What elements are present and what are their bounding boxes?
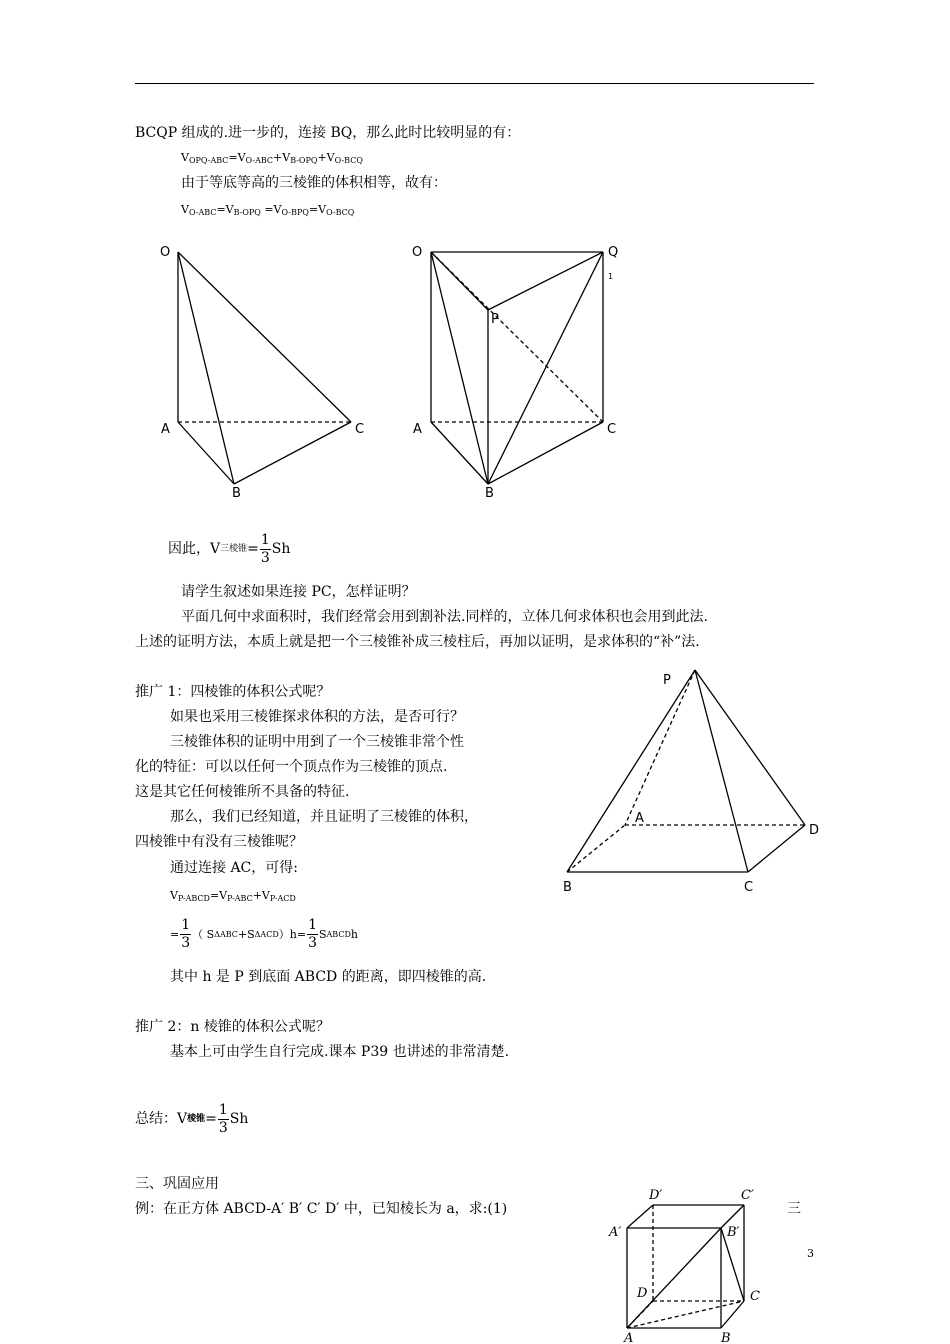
diagonal-AB1 — [627, 1228, 721, 1328]
edge-QB — [488, 252, 603, 484]
equation-volume-sum: $V_{OPQ-ABC}=V_{O-ABC}+V_{B-OPQ}+V_{O-BCQ}$ — [181, 151, 363, 165]
edge-OB — [178, 252, 234, 484]
vertex-label-B: B — [232, 486, 241, 501]
vertex-label-D: D — [809, 823, 820, 838]
equation-equal-volumes: $V_{O-ABC}=V_{B-OPQ} =V_{O-BPQ}=V_{O-BCQ}$ — [181, 203, 355, 217]
paragraph-text: 通过连接 AC，可得: — [170, 860, 298, 876]
cube-figure — [600, 1180, 780, 1344]
paragraph-text: 那么，我们已经知道，并且证明了三棱锥的体积， — [170, 809, 478, 825]
square-pyramid-figure — [555, 662, 830, 902]
edge-OB — [431, 252, 488, 484]
fraction-one-third: $\frac{1}{3}$ — [218, 1101, 228, 1136]
paragraph-text: 四棱锥中有没有三棱锥呢？ — [135, 834, 303, 850]
vertex-label-A: A — [624, 1331, 634, 1344]
paragraph-text: BCQP 组成的.进一步的，连接 BQ，那么此时比较明显的有： — [135, 125, 521, 141]
diagonal-AC-hidden — [627, 1301, 744, 1328]
equation-pyramid-sum: $V_{P-ABCD}=V_{P-ABC}+V_{P-ACD}$ — [170, 889, 296, 903]
paragraph-text: 化的特征：可以以任何一个顶点作为三棱锥的顶点. — [135, 759, 448, 775]
section-heading: 三、巩固应用 — [135, 1176, 219, 1192]
prism-figure — [405, 235, 635, 505]
edge-OC — [178, 252, 351, 422]
summary-formula: 总结：V 棱锥 = $\frac{1}{3}$ Sh — [135, 1101, 249, 1136]
fraction-one-third: $\frac{1}{3}$ — [260, 531, 270, 566]
vertex-label-B: B — [485, 486, 494, 501]
fraction-one-third: $\frac{1}{3}$ — [181, 916, 191, 951]
example-text: 例：在正方体 ABCD-A′ B′ C′ D′ 中，已知棱长为 a，求:(1) — [135, 1201, 508, 1217]
vertex-label-C: C — [744, 880, 754, 895]
vertex-label-C1: C′ — [741, 1188, 754, 1203]
paragraph-text: 基本上可由学生自行完成.课本 P39 也讲述的非常清楚. — [170, 1044, 510, 1060]
header-rule — [135, 83, 814, 84]
edge-PD — [695, 670, 805, 825]
extension-2-title: 推广 2：n 棱锥的体积公式呢？ — [135, 1019, 330, 1035]
vertex-label-B: B — [721, 1331, 731, 1344]
edge-PA-hidden — [625, 670, 695, 825]
vertex-label-B1: B′ — [727, 1225, 740, 1240]
page-number: 3 — [807, 1247, 814, 1260]
vertex-label-D1: D′ — [649, 1188, 663, 1203]
edge-AB — [178, 422, 234, 484]
edge-BA-hidden — [567, 825, 625, 872]
paragraph-text: 如果也采用三棱锥探求体积的方法，是否可行？ — [170, 709, 464, 725]
edge-AB — [431, 422, 488, 484]
vertex-label-P: P — [663, 673, 671, 688]
edge-OC-hidden — [431, 252, 603, 422]
small-mark: 1 — [608, 272, 614, 281]
paragraph-text: 上述的证明方法，本质上就是把一个三棱锥补成三棱柱后，再加以证明，是求体积的“补”法. — [135, 634, 700, 650]
vertex-label-A: A — [413, 422, 422, 437]
vertex-label-A: A — [635, 811, 644, 826]
edge-OP — [431, 252, 488, 310]
vertex-label-B: B — [563, 880, 572, 895]
paragraph-text: 由于等底等高的三棱锥的体积相等，故有： — [181, 175, 447, 191]
result-formula: 因此，V 三棱锥 = $\frac{1}{3}$ Sh — [168, 531, 291, 566]
vertex-label-D: D — [637, 1286, 648, 1301]
vertex-label-C: C — [750, 1289, 760, 1304]
fraction-one-third: $\frac{1}{3}$ — [308, 916, 317, 951]
edge-BC — [488, 422, 603, 484]
edge-BC — [234, 422, 351, 484]
vertex-label-O: O — [160, 245, 171, 260]
edge-PQ — [488, 252, 603, 310]
extension-1-title: 推广 1：四棱锥的体积公式呢？ — [135, 684, 331, 700]
edge-CD — [748, 825, 805, 872]
vertex-label-Q: Q — [608, 245, 619, 260]
paragraph-text: 这是其它任何棱锥所不具备的特征. — [135, 784, 350, 800]
edge-PC — [695, 670, 748, 872]
paragraph-text: 其中 h 是 P 到底面 ABCD 的距离，即四棱锥的高. — [170, 969, 487, 985]
paragraph-text: 平面几何中求面积时，我们经常会用到割补法.同样的，立体几何求体积也会用到此法. — [181, 609, 708, 625]
equation-pyramid-volume: = $\frac{1}{3}$ （ S ΔABC +S ΔACD ）h= $\frac{1}{3}$ S ABCD h — [170, 916, 358, 951]
paragraph-text: 三棱锥体积的证明中用到了一个三棱锥非常个性 — [170, 734, 464, 750]
example-text-tail: 三 — [787, 1201, 801, 1217]
question-text: 请学生叙述如果连接 PC，怎样证明？ — [181, 584, 416, 600]
vertex-label-O: O — [412, 245, 423, 260]
tetrahedron-figure — [150, 235, 380, 505]
vertex-label-C: C — [355, 422, 365, 437]
vertex-label-P: P — [491, 312, 499, 327]
vertex-label-A: A — [161, 422, 170, 437]
edge-A1D1 — [627, 1205, 653, 1228]
vertex-label-A1: A′ — [609, 1225, 622, 1240]
vertex-label-C: C — [607, 422, 617, 437]
edge-PB — [567, 670, 695, 872]
